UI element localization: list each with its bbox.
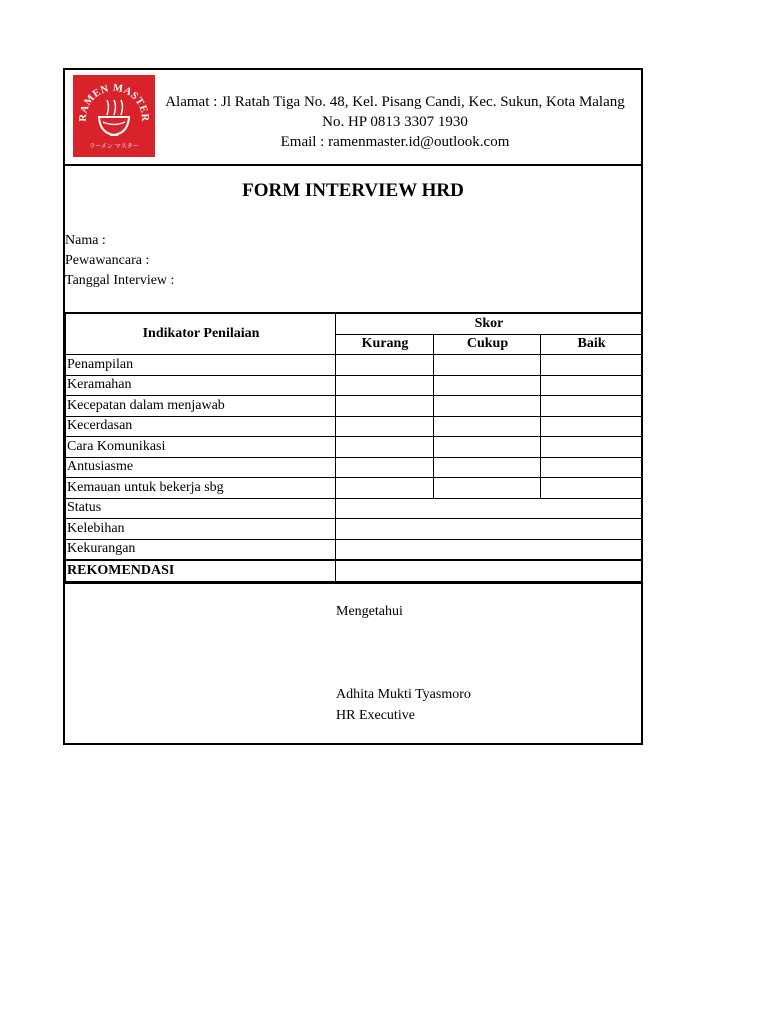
kekurangan-value-cell[interactable] <box>336 539 642 560</box>
table-row <box>66 478 642 499</box>
company-address: Alamat : Jl Ratah Tiga No. 48, Kel. Pisang Candi, Kec. Sukun, Kota Malang <box>165 94 625 110</box>
score-cell-kurang[interactable] <box>336 478 434 499</box>
score-cell-baik[interactable] <box>541 355 642 376</box>
status-value-cell[interactable] <box>336 498 642 519</box>
field-tanggal-interview: Tanggal Interview : <box>65 273 175 288</box>
table-row <box>66 375 642 396</box>
score-cell-cukup[interactable] <box>434 437 541 458</box>
score-cell-baik[interactable] <box>541 416 642 437</box>
logo-brand-text: RAMEN MASTER <box>77 82 151 122</box>
table-row <box>66 539 642 560</box>
table-row <box>66 416 642 437</box>
ramen-bowl-icon <box>73 75 155 157</box>
score-cell-baik[interactable] <box>541 478 642 499</box>
score-cell-kurang[interactable] <box>336 355 434 376</box>
company-phone: No. HP 0813 3307 1930 <box>322 114 468 130</box>
logo-japanese-text: ラーメン マスター <box>89 143 139 150</box>
score-cell-kurang[interactable] <box>336 457 434 478</box>
score-cell-kurang[interactable] <box>336 437 434 458</box>
acknowledge-label: Mengetahui <box>336 604 403 619</box>
score-col-kurang: Kurang <box>336 334 434 355</box>
recommendation-row <box>66 560 642 581</box>
score-cell-cukup[interactable] <box>434 457 541 478</box>
score-cell-baik[interactable] <box>541 375 642 396</box>
table-row <box>66 519 642 540</box>
score-cell-cukup[interactable] <box>434 416 541 437</box>
score-cell-baik[interactable] <box>541 457 642 478</box>
score-cell-cukup[interactable] <box>434 375 541 396</box>
signatory-name: Adhita Mukti Tyasmoro <box>336 687 471 702</box>
criterion-label: Kecerdasan <box>66 416 336 437</box>
score-cell-cukup[interactable] <box>434 396 541 417</box>
table-row <box>66 437 642 458</box>
interview-form <box>63 68 643 745</box>
table-row <box>66 498 642 519</box>
kelebihan-label: Kelebihan <box>66 519 336 540</box>
table-row <box>66 396 642 417</box>
assessment-table <box>65 313 642 582</box>
criterion-label: Kemauan untuk bekerja sbg <box>66 478 336 499</box>
signature-section <box>65 582 641 745</box>
indicator-header: Indikator Penilaian <box>66 314 336 355</box>
status-label: Status <box>66 498 336 519</box>
score-col-cukup: Cukup <box>434 334 541 355</box>
form-info-section <box>65 166 641 314</box>
table-row <box>66 457 642 478</box>
recommendation-value-cell[interactable] <box>336 560 642 581</box>
score-cell-kurang[interactable] <box>336 396 434 417</box>
kelebihan-value-cell[interactable] <box>336 519 642 540</box>
score-cell-cukup[interactable] <box>434 355 541 376</box>
score-cell-kurang[interactable] <box>336 416 434 437</box>
table-row <box>66 355 642 376</box>
score-col-baik: Baik <box>541 334 642 355</box>
signatory-role: HR Executive <box>336 708 415 723</box>
score-header: Skor <box>336 314 642 335</box>
table-header-row <box>66 314 642 335</box>
kekurangan-label: Kekurangan <box>66 539 336 560</box>
score-cell-baik[interactable] <box>541 396 642 417</box>
criterion-label: Keramahan <box>66 375 336 396</box>
score-cell-kurang[interactable] <box>336 375 434 396</box>
form-title: FORM INTERVIEW HRD <box>242 180 464 201</box>
company-email: Email : ramenmaster.id@outlook.com <box>280 134 510 150</box>
form-header <box>65 70 641 166</box>
score-cell-cukup[interactable] <box>434 478 541 499</box>
recommendation-label: REKOMENDASI <box>66 560 336 581</box>
ramen-master-logo <box>73 75 155 157</box>
score-cell-baik[interactable] <box>541 437 642 458</box>
criterion-label: Antusiasme <box>66 457 336 478</box>
field-pewawancara: Pewawancara : <box>65 253 150 268</box>
criterion-label: Penampilan <box>66 355 336 376</box>
criterion-label: Cara Komunikasi <box>66 437 336 458</box>
criterion-label: Kecepatan dalam menjawab <box>66 396 336 417</box>
field-nama: Nama : <box>65 233 106 248</box>
